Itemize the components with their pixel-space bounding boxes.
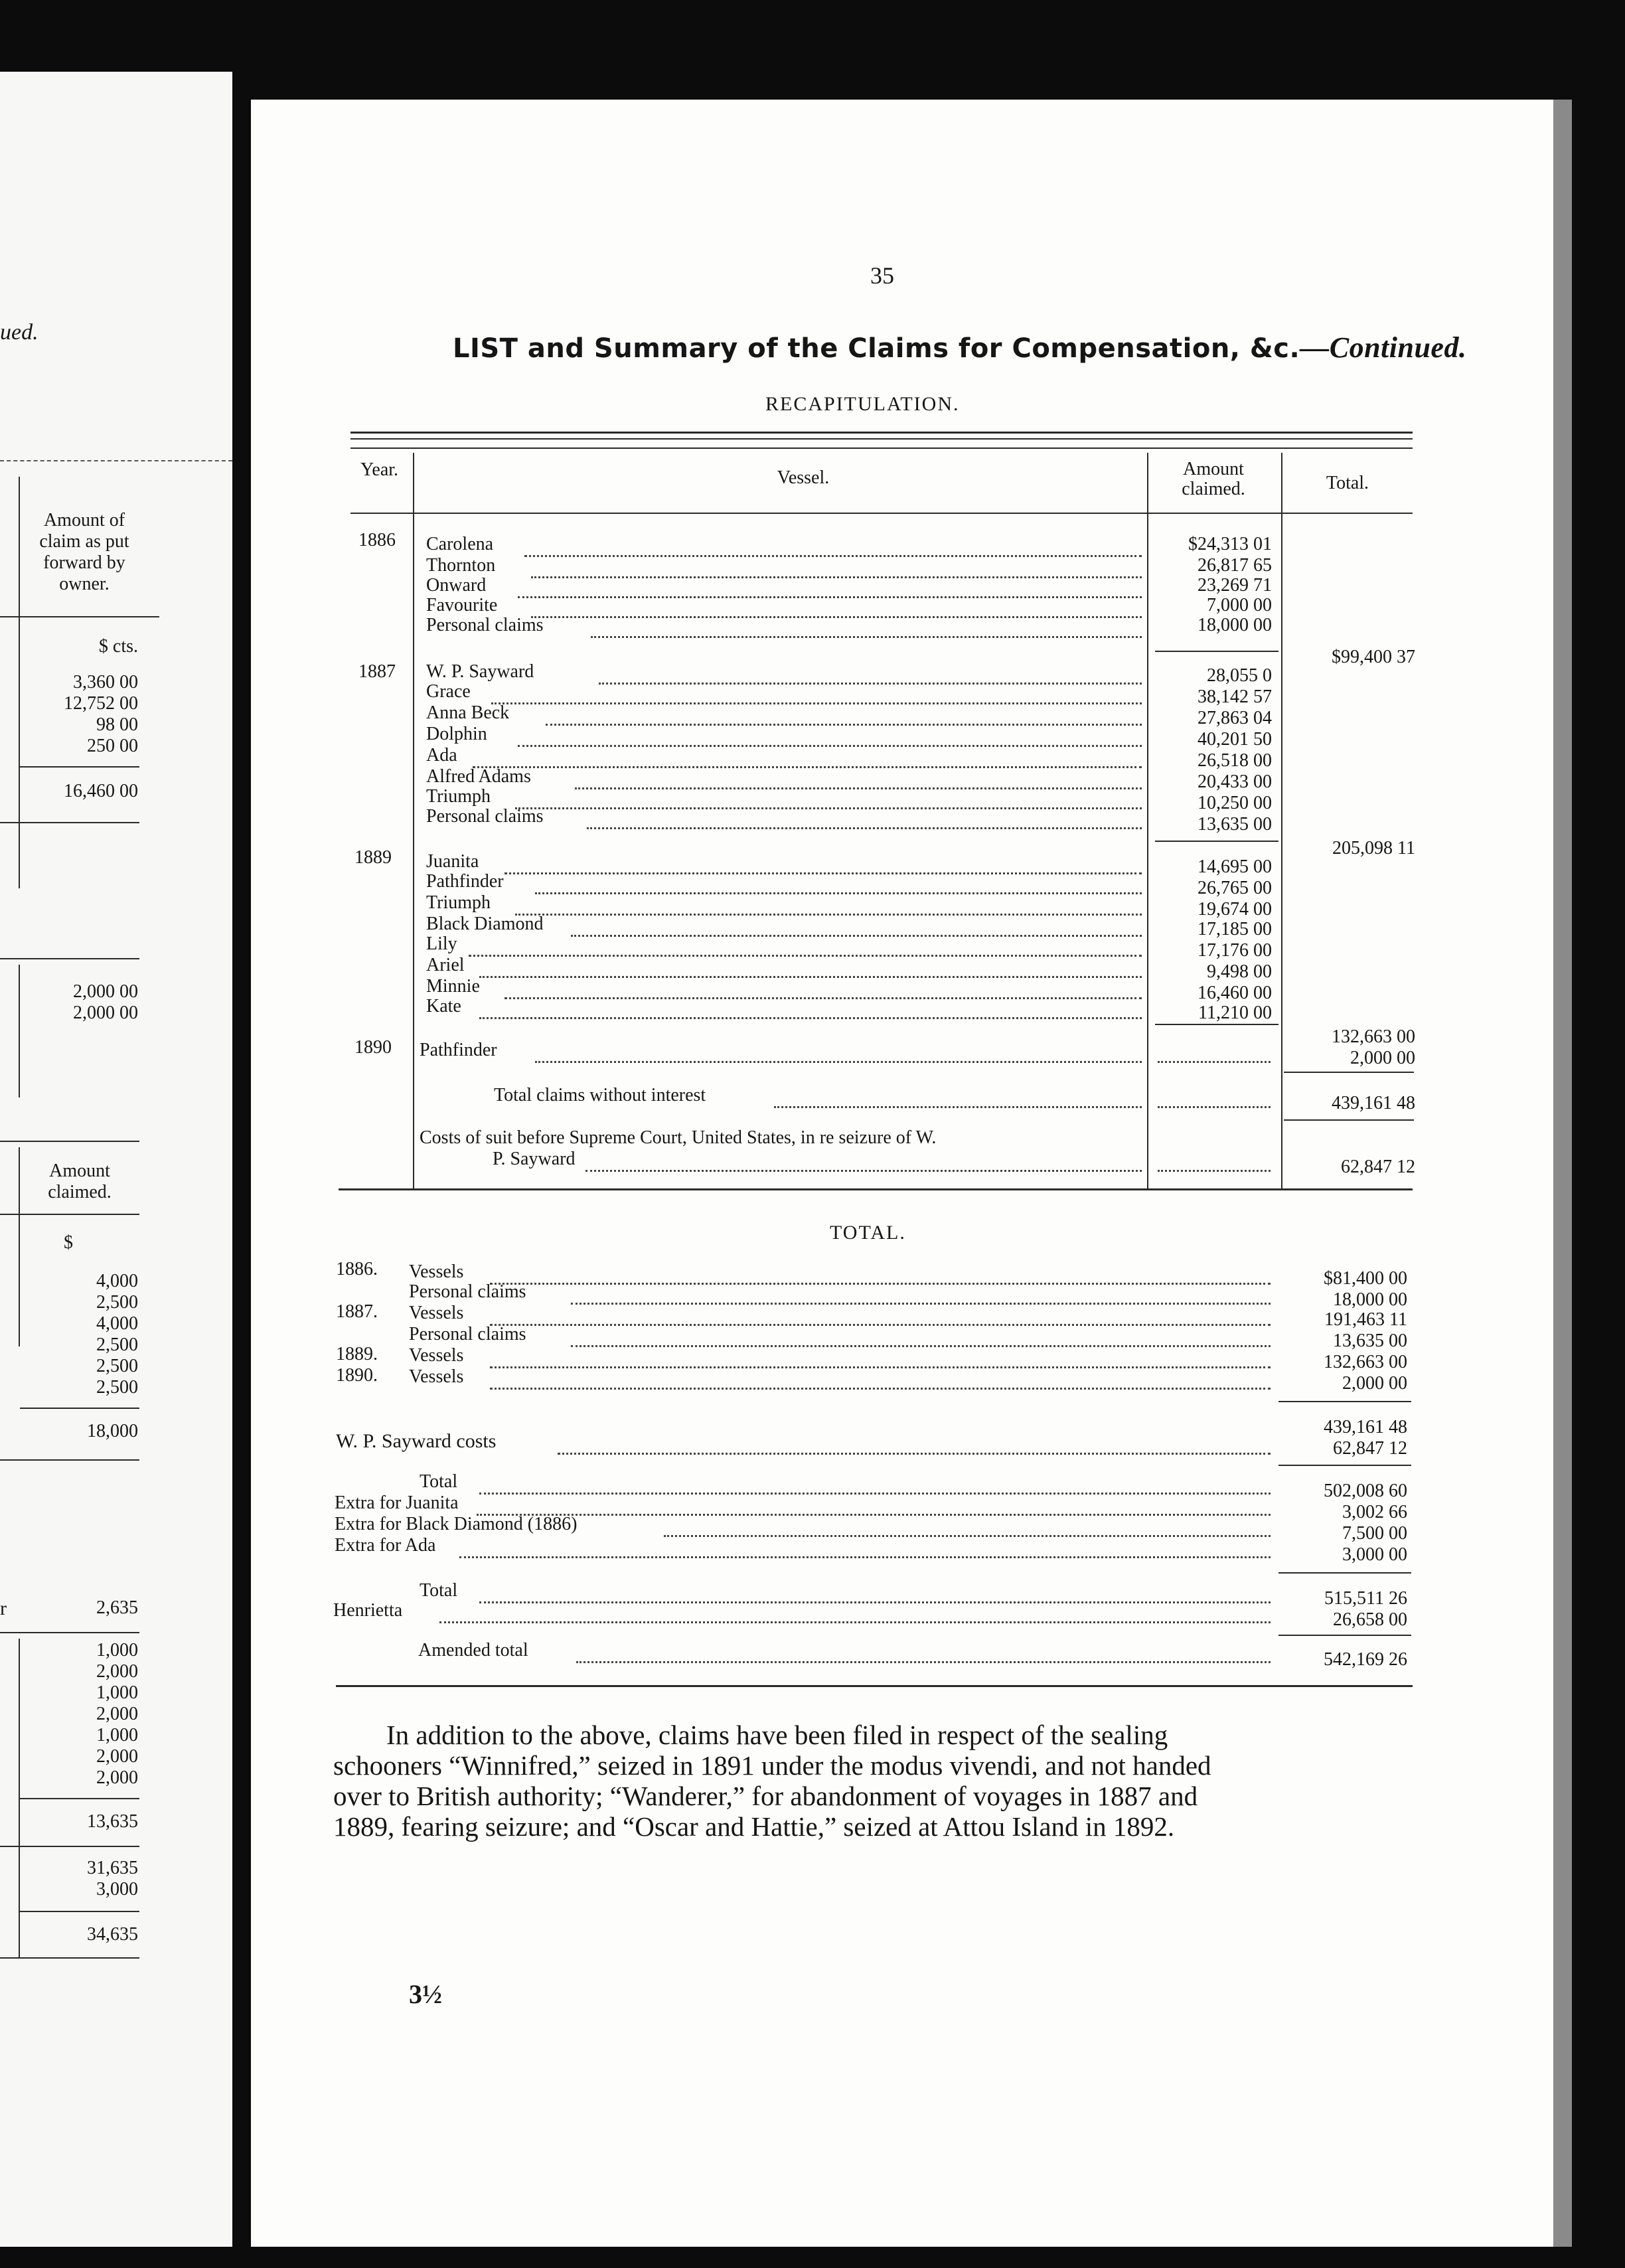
amount: 2,000 (96, 1767, 138, 1788)
signature-mark: 3½ (409, 1979, 442, 2009)
amount: 2,000 00 (73, 1003, 138, 1023)
subtotal-rule (1155, 841, 1278, 842)
leader-dots (774, 1088, 1142, 1108)
totals-label: Vessels (409, 1261, 464, 1282)
vessel-name: Onward (426, 575, 487, 596)
column-divider (1147, 453, 1148, 1190)
table-top-rule (350, 447, 1413, 449)
leader-dots (587, 809, 1142, 829)
section-heading: RECAPITULATION. (765, 393, 960, 415)
summary-label: Total claims without interest (494, 1085, 706, 1105)
amount-claimed: 13,635 00 (1198, 814, 1272, 835)
totals-value: 26,658 00 (1333, 1609, 1407, 1630)
totals-label: W. P. Sayward costs (336, 1430, 497, 1452)
subtotal-rule (1278, 1572, 1411, 1574)
table-bottom-rule (339, 1188, 1413, 1190)
totals-value: 3,002 66 (1342, 1502, 1407, 1522)
column-header-vessel: Vessel. (777, 467, 830, 488)
amount: 2,635 (96, 1597, 138, 1618)
leader-dots (490, 1264, 1271, 1285)
amount: 4,000 (96, 1271, 138, 1291)
totals-label: Total (420, 1580, 458, 1601)
table-top-rule (350, 438, 1413, 440)
amount-claimed: 10,250 00 (1198, 793, 1272, 813)
amount-claimed: 9,498 00 (1207, 961, 1272, 982)
leader-dots (575, 769, 1142, 789)
rule (0, 460, 232, 463)
leader-dots (585, 1151, 1142, 1172)
amount: 2,500 (96, 1356, 138, 1376)
rule (0, 822, 139, 823)
leader-dots (571, 1327, 1271, 1347)
leader-dots (504, 854, 1142, 874)
column-divider (413, 453, 414, 1190)
summary-label: P. Sayward (493, 1149, 576, 1169)
rule (0, 1632, 139, 1633)
title-text: LIST and Summary of the Claims for Compensation, &c. (453, 333, 1300, 364)
leader-dots (571, 1284, 1271, 1305)
vessel-name: Kate (426, 996, 461, 1016)
leader-dots (571, 916, 1142, 937)
amount: 2,000 00 (73, 981, 138, 1002)
paragraph-line: In addition to the above, claims have been filed in respect of the sealing (386, 1720, 1168, 1750)
vessel-name: Thornton (426, 555, 496, 576)
amount: 2,500 (96, 1335, 138, 1355)
leader-dots (504, 979, 1142, 999)
totals-label: Extra for Ada (335, 1535, 436, 1556)
leader-dots (490, 1369, 1271, 1390)
amount: 1,000 (96, 1725, 138, 1745)
column-header: Amount claimed. (48, 1161, 112, 1202)
amount-claimed: 26,765 00 (1198, 878, 1272, 898)
rule (0, 1846, 139, 1847)
amount-claimed: 28,055 0 (1207, 665, 1272, 686)
amount: 2,000 (96, 1746, 138, 1767)
totals-value: $81,400 00 (1324, 1268, 1407, 1289)
vessel-name: Favourite (426, 595, 498, 615)
column-header-total: Total. (1326, 473, 1369, 493)
page-edge (1553, 100, 1572, 2247)
leader-dots (439, 1603, 1271, 1623)
leader-dots (599, 664, 1142, 685)
group-year: 1887 (358, 661, 396, 682)
leader-dots (479, 957, 1142, 978)
amount-claimed: 23,269 71 (1198, 575, 1272, 596)
amount: 31,635 (87, 1858, 138, 1878)
rule (20, 1911, 139, 1912)
group-year: 1890 (354, 1037, 392, 1058)
amended-total-value: 542,169 26 (1324, 1649, 1407, 1670)
rule (20, 1408, 139, 1409)
grand-total: 34,635 (87, 1924, 138, 1945)
paragraph-line: schooners “Winnifred,” seized in 1891 under the modus vivendi, and not handed (333, 1750, 1211, 1781)
group-total: 205,098 11 (1332, 838, 1415, 858)
leader-dots (531, 558, 1142, 578)
totals-value: 502,008 60 (1324, 1481, 1407, 1501)
amount-claimed: 11,210 00 (1198, 1003, 1272, 1023)
column-divider (1281, 453, 1282, 1190)
leader-dots (469, 936, 1142, 957)
totals-label: Henrietta (333, 1600, 403, 1621)
column-rule (19, 1639, 20, 1957)
amount-claimed: 20,433 00 (1198, 771, 1272, 792)
leader-dots (459, 1538, 1271, 1558)
vessel-name: Anna Beck (426, 702, 510, 723)
totals-year: 1889. (336, 1344, 378, 1364)
paragraph-line: 1889, fearing seizure; and “Oscar and Hattie,” seized at Attou Island in 1892. (333, 1811, 1175, 1842)
leader-dots (664, 1516, 1271, 1537)
vessel-name: Juanita (426, 851, 479, 872)
vessel-name: W. P. Sayward (426, 661, 534, 682)
amount: 250 00 (87, 736, 138, 756)
leader-dots (490, 1305, 1271, 1326)
leader-dots (546, 705, 1142, 726)
totals-label: Extra for Juanita (335, 1493, 459, 1513)
subtotal-rule (1278, 1635, 1411, 1636)
subtotal-rule (1284, 1072, 1414, 1073)
amount: 12,752 00 (64, 693, 138, 714)
scan-background-bottom (0, 2247, 1625, 2268)
scan-background-right (1572, 0, 1625, 2268)
title-continued: —Continued. (1300, 331, 1467, 364)
subtotal: 13,635 (87, 1811, 138, 1832)
totals-year: 1890. (336, 1365, 378, 1386)
vessel-name: Personal claims (426, 806, 544, 827)
amount-claimed: 17,176 00 (1198, 940, 1272, 961)
amount-claimed: 40,201 50 (1198, 729, 1272, 750)
page-number: 35 (870, 262, 894, 289)
leader-dots (515, 789, 1142, 809)
amended-total-label: Amended total (418, 1640, 528, 1660)
totals-year: 1886. (336, 1259, 378, 1279)
totals-value: 18,000 00 (1333, 1289, 1407, 1310)
amount: 4,000 (96, 1313, 138, 1334)
column-header-year: Year. (360, 459, 399, 480)
rule (0, 1141, 139, 1142)
leader-dots (491, 684, 1142, 704)
leader-dots (558, 1434, 1271, 1455)
amount-claimed: 17,185 00 (1198, 919, 1272, 939)
leader-dots (1158, 1151, 1271, 1172)
rule (0, 958, 139, 959)
vessel-name: Triumph (426, 892, 491, 913)
leader-dots (518, 578, 1142, 598)
currency-label: $ cts. (98, 636, 138, 657)
previous-heading-fragment: ued. (0, 320, 39, 345)
amount: 3,000 (96, 1879, 138, 1900)
group-total: 2,000 00 (1350, 1048, 1415, 1068)
subtotal-rule (1155, 1024, 1278, 1025)
rule (0, 1459, 139, 1461)
totals-label: Total (420, 1471, 458, 1492)
leader-dots (477, 1495, 1271, 1516)
leader-dots (531, 598, 1142, 618)
rule (0, 1214, 139, 1215)
amount: 1,000 (96, 1682, 138, 1703)
vessel-name: Ada (426, 745, 457, 766)
totals-label: Vessels (409, 1366, 464, 1387)
amount-claimed: 26,518 00 (1198, 750, 1272, 771)
subtotal: 16,460 00 (64, 781, 138, 801)
group-year: 1889 (354, 847, 392, 868)
leader-dots (524, 536, 1142, 557)
leader-dots (1158, 1042, 1271, 1063)
summary-total: 62,847 12 (1341, 1157, 1415, 1177)
totals-year: 1887. (336, 1301, 378, 1322)
amount-claimed: 27,863 04 (1198, 708, 1272, 728)
amount-claimed: 38,142 57 (1198, 687, 1272, 707)
subtotal: 18,000 (87, 1421, 138, 1441)
totals-label: Vessels (409, 1303, 464, 1323)
vessel-name: Grace (426, 681, 471, 702)
leader-dots (490, 1348, 1271, 1368)
summary-total: 439,161 48 (1332, 1093, 1415, 1113)
subtotal-rule (1278, 1465, 1411, 1466)
vessel-name: Dolphin (426, 724, 487, 744)
leader-dots (479, 1474, 1271, 1495)
totals-value: 2,000 00 (1342, 1373, 1407, 1394)
leader-dots (479, 1583, 1271, 1603)
amount-claimed: 7,000 00 (1207, 595, 1272, 615)
leader-dots (591, 617, 1142, 638)
subtotal-rule (1155, 651, 1278, 652)
currency-label: $ (64, 1232, 73, 1253)
rule (20, 766, 139, 768)
column-header-amount: Amount claimed. (1182, 459, 1245, 499)
amount: 2,000 (96, 1704, 138, 1724)
amount-claimed: 18,000 00 (1198, 615, 1272, 635)
column-rule (19, 965, 20, 1097)
leader-dots (1158, 1088, 1271, 1108)
amount: 2,500 (96, 1377, 138, 1398)
leader-dots (479, 999, 1142, 1019)
column-rule (19, 477, 20, 888)
section-end-rule (336, 1685, 1413, 1687)
leader-dots (515, 895, 1142, 916)
summary-label: Costs of suit before Supreme Court, United States, in re seizure of W. (420, 1127, 937, 1148)
totals-label: Extra for Black Diamond (1886) (335, 1514, 578, 1534)
totals-value: 132,663 00 (1324, 1352, 1407, 1372)
vessel-name: Carolena (426, 534, 494, 554)
subtotal-rule (1278, 1401, 1411, 1402)
totals-value: 3,000 00 (1342, 1544, 1407, 1565)
amount-claimed: 19,674 00 (1198, 899, 1272, 920)
header-rule (350, 513, 1413, 514)
amount-claimed: 16,460 00 (1198, 983, 1272, 1003)
amount-claimed: $24,313 01 (1188, 534, 1272, 554)
totals-label: Vessels (409, 1345, 464, 1366)
vessel-name: Personal claims (426, 615, 544, 635)
totals-value: 13,635 00 (1333, 1331, 1407, 1351)
leader-dots (535, 1042, 1142, 1063)
table-top-rule (350, 432, 1413, 434)
vessel-name: Alfred Adams (426, 766, 531, 787)
leader-dots (473, 748, 1142, 768)
vessel-name: Lily (426, 933, 457, 954)
amount-claimed: 14,695 00 (1198, 856, 1272, 877)
vessel-name: Triumph (426, 786, 491, 807)
group-year: 1886 (358, 530, 396, 550)
amount: 1,000 (96, 1640, 138, 1660)
totals-label: Personal claims (409, 1281, 526, 1302)
paragraph-line: over to British authority; “Wanderer,” for abandonment of voyages in 1887 and (333, 1781, 1198, 1811)
vessel-name: Ariel (426, 955, 465, 975)
vessel-name: Minnie (426, 976, 480, 997)
previous-page-fragment (0, 72, 232, 2247)
leader-dots (576, 1643, 1271, 1663)
rule (0, 1957, 139, 1959)
totals-value: 62,847 12 (1333, 1438, 1407, 1459)
group-total: $99,400 37 (1332, 647, 1415, 667)
amount: 2,500 (96, 1292, 138, 1313)
amount: 98 00 (96, 714, 138, 735)
amount-claimed: 26,817 65 (1198, 555, 1272, 576)
group-total: 132,663 00 (1332, 1026, 1415, 1047)
amount: 2,000 (96, 1661, 138, 1682)
leader-dots (535, 874, 1142, 894)
rule (20, 1798, 139, 1799)
totals-heading: TOTAL. (830, 1222, 906, 1244)
totals-value: 439,161 48 (1324, 1417, 1407, 1437)
column-header: Amount of claim as put forward by owner. (39, 510, 129, 594)
totals-label: Personal claims (409, 1324, 526, 1344)
note-paragraph (333, 1720, 1402, 1842)
subtotal-rule (1284, 1119, 1414, 1121)
row-mark: r (0, 1597, 7, 1619)
document-title (453, 331, 1466, 364)
rule (0, 616, 159, 617)
leader-dots (518, 726, 1142, 747)
amount: 3,360 00 (73, 672, 138, 692)
vessel-name: Pathfinder (426, 871, 504, 892)
totals-value: 191,463 11 (1324, 1309, 1407, 1330)
totals-value: 515,511 26 (1324, 1588, 1407, 1609)
vessel-name: Black Diamond (426, 914, 544, 934)
vessel-name: Pathfinder (420, 1040, 497, 1060)
totals-value: 7,500 00 (1342, 1523, 1407, 1544)
